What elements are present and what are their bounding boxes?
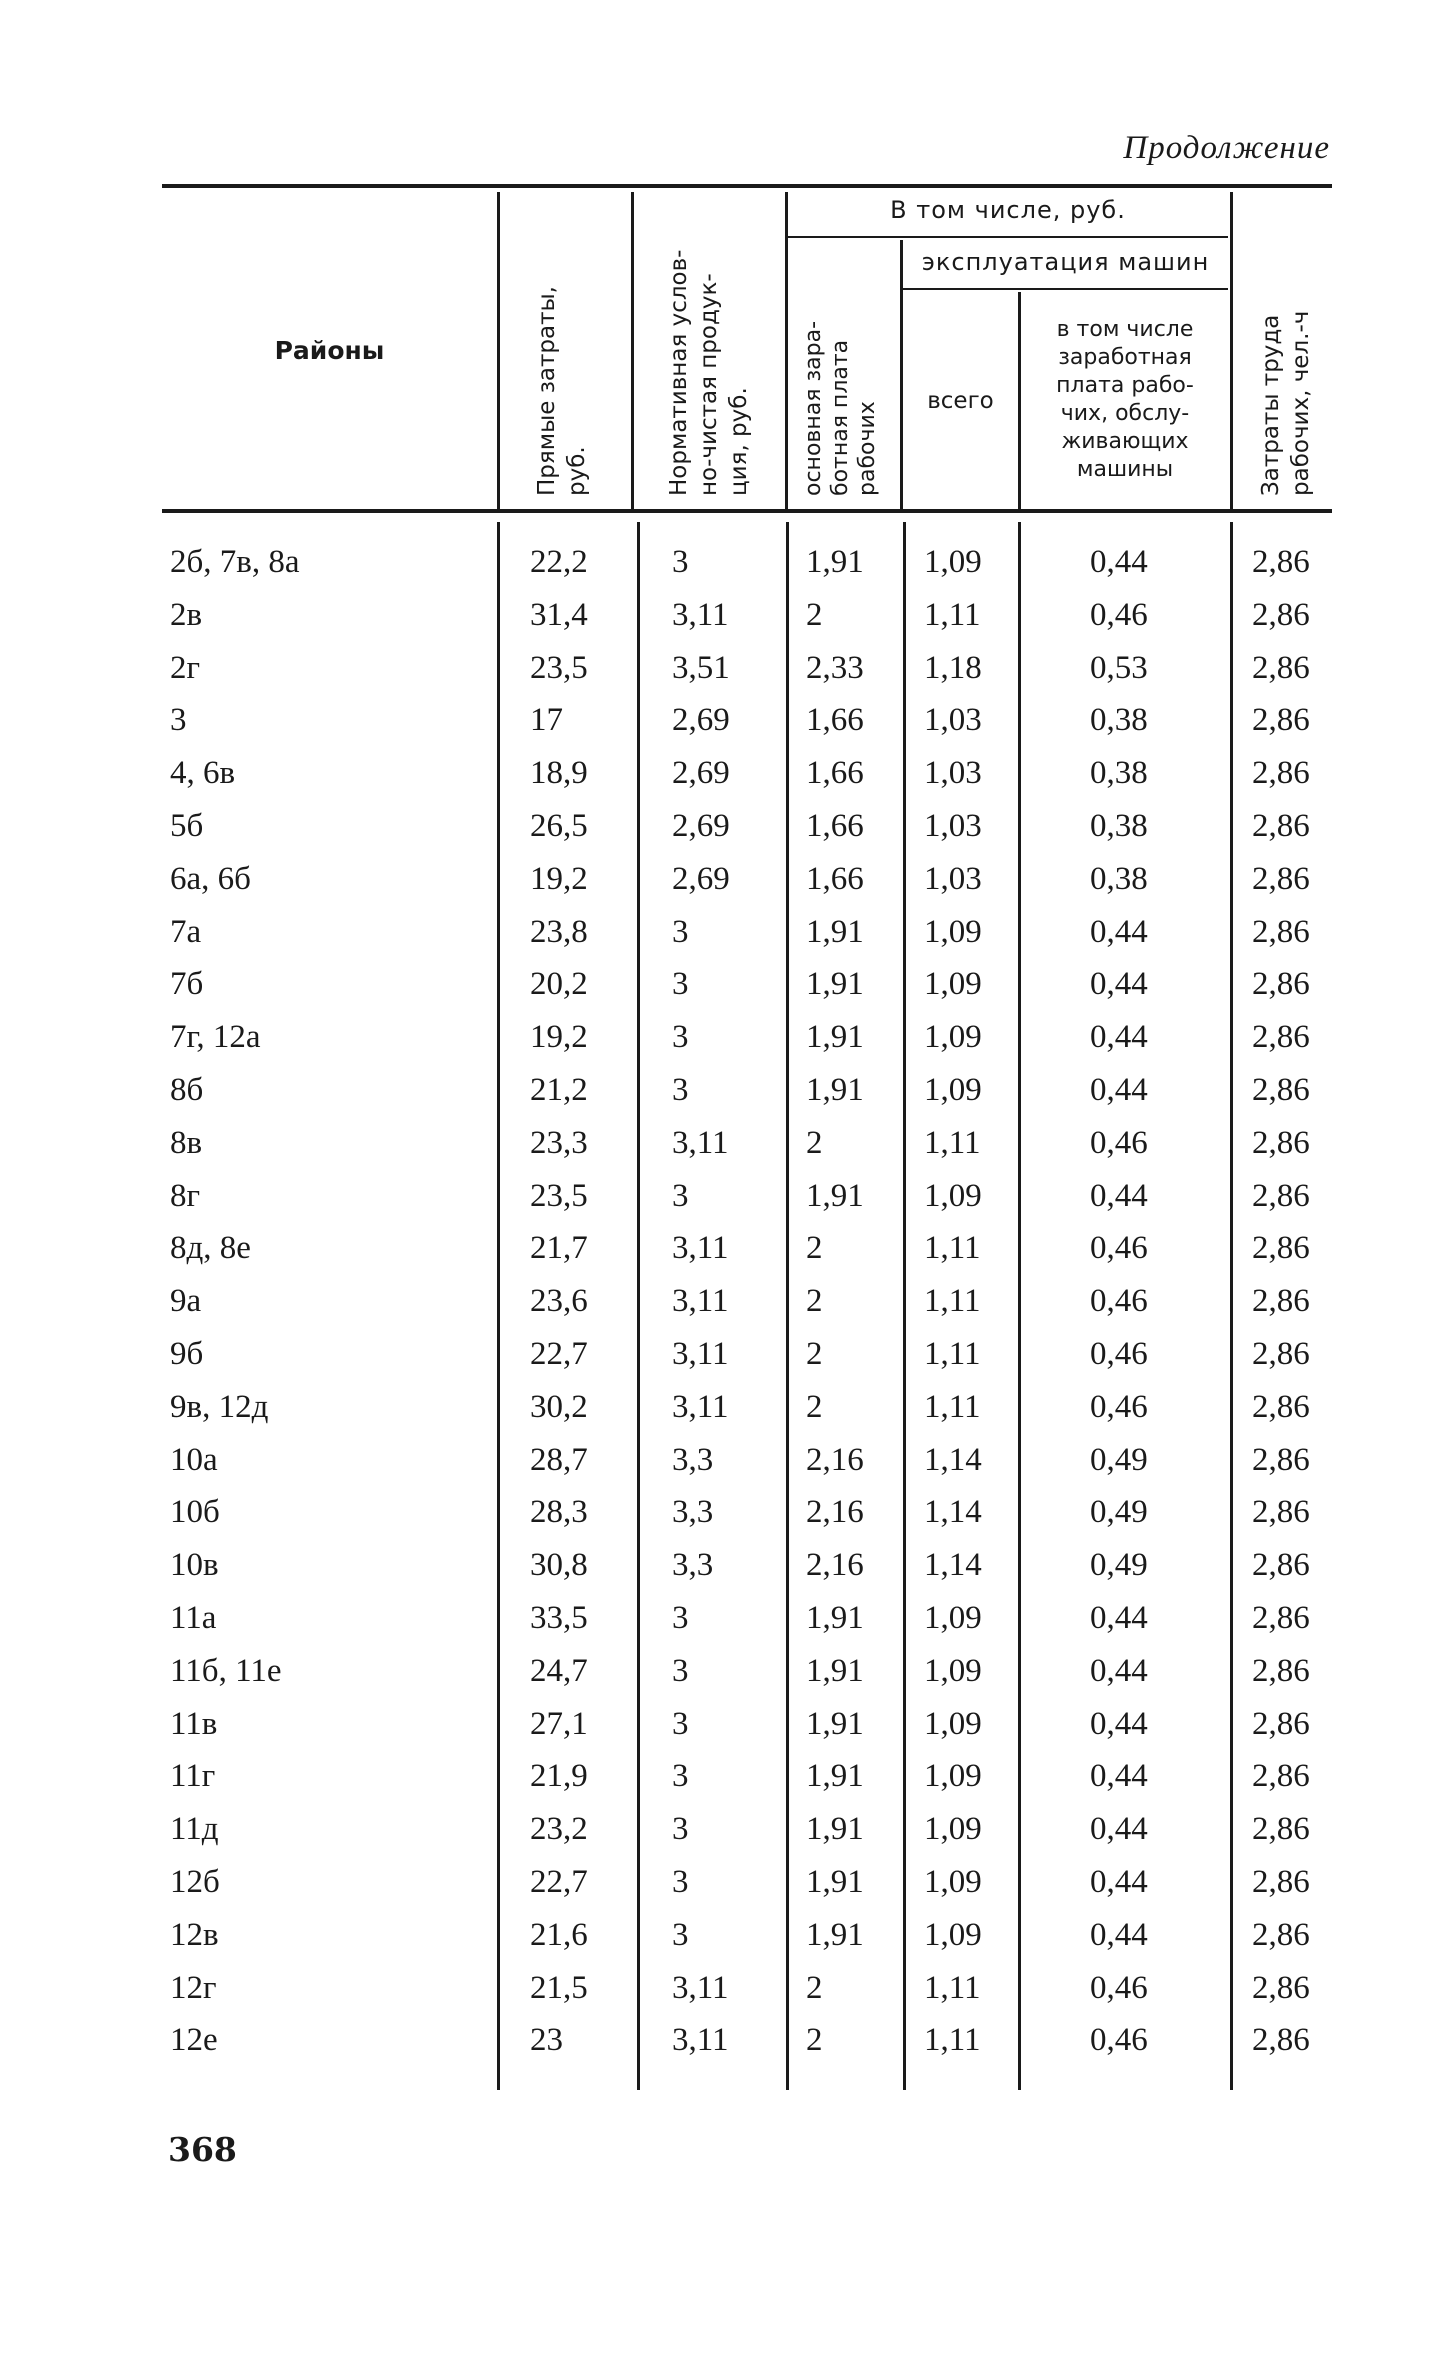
region-cell: 4, 6в (170, 755, 236, 792)
region-cell: 7а (170, 913, 202, 950)
normative-output-cell: 3,11 (672, 1388, 729, 1425)
table-row (0, 1170, 1445, 1223)
normative-output-cell: 3,3 (672, 1547, 714, 1584)
header-incl-wages: в том числе заработная плата рабо- чих, обслу- живающих машины (1056, 317, 1194, 482)
base-wages-cell: 1,91 (806, 966, 864, 1003)
direct-costs-cell: 27,1 (530, 1705, 588, 1742)
machine-wages-cell: 0,49 (1090, 1547, 1148, 1584)
labor-costs-cell: 2,86 (1252, 1547, 1310, 1584)
machine-wages-cell: 0,44 (1090, 1758, 1148, 1795)
header-divider-4 (900, 240, 903, 510)
machine-wages-cell: 0,44 (1090, 1177, 1148, 1214)
machine-total-cell: 1,03 (924, 860, 982, 897)
direct-costs-cell: 21,7 (530, 1230, 588, 1267)
machine-total-cell: 1,11 (924, 596, 981, 633)
machine-total-cell: 1,09 (924, 1177, 982, 1214)
labor-costs-cell: 2,86 (1252, 1494, 1310, 1531)
table-row (0, 1434, 1445, 1487)
region-cell: 7б (170, 966, 204, 1003)
table-row (0, 642, 1445, 695)
region-cell: 9а (170, 1283, 202, 1320)
base-wages-cell: 2,16 (806, 1494, 864, 1531)
table-row (0, 2014, 1445, 2067)
region-cell: 12е (170, 2022, 218, 2059)
direct-costs-cell: 19,2 (530, 860, 588, 897)
labor-costs-cell: 2,86 (1252, 860, 1310, 897)
base-wages-cell: 1,91 (806, 1864, 864, 1900)
table-row (0, 1117, 1445, 1170)
header-regions: Районы (274, 336, 385, 365)
labor-costs-cell: 2,86 (1252, 808, 1310, 844)
normative-output-cell: 3,3 (672, 1441, 714, 1478)
page-number: 368 (168, 2130, 237, 2169)
direct-costs-cell: 23,8 (530, 913, 588, 950)
normative-output-cell: 3,11 (672, 1230, 729, 1267)
base-wages-cell: 2 (806, 1388, 823, 1425)
region-cell: 11б, 11е (170, 1652, 282, 1689)
normative-output-cell: 3 (672, 1177, 689, 1214)
machine-total-cell: 1,09 (924, 1019, 982, 1056)
labor-costs-cell: 2,86 (1252, 1124, 1310, 1161)
machine-wages-cell: 0,53 (1090, 649, 1148, 686)
labor-costs-cell: 2,86 (1252, 1705, 1310, 1742)
base-wages-cell: 1,91 (806, 544, 864, 580)
labor-costs-cell: 2,86 (1252, 1652, 1310, 1689)
direct-costs-cell: 31,4 (530, 596, 588, 633)
direct-costs-cell: 19,2 (530, 1019, 588, 1056)
normative-output-cell: 3 (672, 1758, 689, 1795)
labor-costs-cell: 2,86 (1252, 1969, 1310, 2006)
normative-output-cell: 3 (672, 966, 689, 1003)
table-row (0, 853, 1445, 906)
labor-costs-cell: 2,86 (1252, 913, 1310, 950)
base-wages-cell: 1,66 (806, 702, 864, 739)
base-wages-cell: 1,91 (806, 1072, 864, 1108)
labor-costs-cell: 2,86 (1252, 702, 1310, 739)
region-cell: 11в (170, 1705, 218, 1742)
base-wages-cell: 2 (806, 2022, 823, 2059)
machine-wages-cell: 0,46 (1090, 1283, 1148, 1320)
direct-costs-cell: 33,5 (530, 1600, 588, 1636)
labor-costs-cell: 2,86 (1252, 1283, 1310, 1320)
table-row (0, 589, 1445, 642)
region-cell: 11а (170, 1600, 217, 1636)
region-cell: 2б, 7в, 8а (170, 544, 300, 580)
normative-output-cell: 3,51 (672, 649, 730, 686)
table-row (0, 958, 1445, 1011)
normative-output-cell: 3 (672, 1072, 689, 1108)
machine-total-cell: 1,03 (924, 755, 982, 792)
region-cell: 3 (170, 702, 187, 739)
normative-output-cell: 3,11 (672, 2022, 729, 2059)
machine-total-cell: 1,09 (924, 966, 982, 1003)
labor-costs-cell: 2,86 (1252, 1758, 1310, 1795)
machine-total-cell: 1,14 (924, 1547, 982, 1584)
direct-costs-cell: 30,8 (530, 1547, 588, 1584)
machine-subrule (903, 288, 1228, 290)
machine-total-cell: 1,18 (924, 649, 982, 686)
labor-costs-cell: 2,86 (1252, 1600, 1310, 1636)
region-cell: 2г (170, 649, 201, 686)
direct-costs-cell: 24,7 (530, 1652, 588, 1689)
machine-total-cell: 1,09 (924, 1652, 982, 1689)
direct-costs-cell: 22,7 (530, 1864, 588, 1900)
machine-wages-cell: 0,46 (1090, 1969, 1148, 2006)
direct-costs-cell: 23,5 (530, 649, 588, 686)
machine-wages-cell: 0,44 (1090, 966, 1148, 1003)
normative-output-cell: 2,69 (672, 702, 730, 739)
labor-costs-cell: 2,86 (1252, 649, 1310, 686)
header-divider-6 (1230, 192, 1233, 510)
base-wages-cell: 1,91 (806, 1600, 864, 1636)
table-row (0, 1222, 1445, 1275)
header-base-wages: основная зара- ботная плата рабочих (801, 320, 880, 496)
machine-total-cell: 1,11 (924, 1969, 981, 2006)
normative-output-cell: 2,69 (672, 860, 730, 897)
machine-total-cell: 1,03 (924, 702, 982, 739)
direct-costs-cell: 28,7 (530, 1441, 588, 1478)
base-wages-cell: 1,91 (806, 1758, 864, 1795)
normative-output-cell: 3 (672, 913, 689, 950)
machine-total-cell: 1,09 (924, 1864, 982, 1900)
region-cell: 8в (170, 1124, 203, 1161)
labor-costs-cell: 2,86 (1252, 2022, 1310, 2059)
table-row (0, 1962, 1445, 2015)
table-row (0, 1856, 1445, 1909)
base-wages-cell: 1,66 (806, 808, 864, 844)
direct-costs-cell: 18,9 (530, 755, 588, 792)
region-cell: 11д (170, 1811, 219, 1848)
machine-wages-cell: 0,38 (1090, 755, 1148, 792)
machine-wages-cell: 0,44 (1090, 1019, 1148, 1056)
table-row (0, 800, 1445, 853)
direct-costs-cell: 21,6 (530, 1916, 588, 1953)
labor-costs-cell: 2,86 (1252, 1177, 1310, 1214)
machine-wages-cell: 0,46 (1090, 1230, 1148, 1267)
normative-output-cell: 3,11 (672, 1124, 729, 1161)
header-direct-costs: Прямые затраты, руб. (534, 286, 590, 496)
machine-wages-cell: 0,44 (1090, 913, 1148, 950)
labor-costs-cell: 2,86 (1252, 596, 1310, 633)
table-row (0, 1381, 1445, 1434)
machine-wages-cell: 0,44 (1090, 1072, 1148, 1108)
table-row (0, 1803, 1445, 1856)
region-cell: 7г, 12а (170, 1019, 261, 1056)
normative-output-cell: 3 (672, 1864, 689, 1900)
normative-output-cell: 2,69 (672, 808, 730, 844)
base-wages-cell: 2 (806, 1230, 823, 1267)
region-cell: 12в (170, 1916, 219, 1953)
base-wages-cell: 1,91 (806, 1019, 864, 1056)
base-wages-cell: 2,16 (806, 1441, 864, 1478)
machine-wages-cell: 0,49 (1090, 1441, 1148, 1478)
labor-costs-cell: 2,86 (1252, 1916, 1310, 1953)
machine-wages-cell: 0,46 (1090, 596, 1148, 633)
normative-output-cell: 3 (672, 1652, 689, 1689)
direct-costs-cell: 26,5 (530, 808, 588, 844)
machine-total-cell: 1,09 (924, 1600, 982, 1636)
base-wages-cell: 2 (806, 596, 823, 633)
direct-costs-cell: 21,2 (530, 1072, 588, 1108)
machine-wages-cell: 0,46 (1090, 1336, 1148, 1372)
machine-total-cell: 1,14 (924, 1441, 982, 1478)
base-wages-cell: 2,33 (806, 649, 864, 686)
normative-output-cell: 3,11 (672, 1283, 729, 1320)
machine-wages-cell: 0,38 (1090, 702, 1148, 739)
machine-total-cell: 1,09 (924, 544, 982, 580)
base-wages-cell: 1,91 (806, 1916, 864, 1953)
direct-costs-cell: 21,5 (530, 1969, 588, 2006)
normative-output-cell: 3 (672, 544, 689, 580)
region-cell: 8д, 8е (170, 1230, 251, 1267)
machine-wages-cell: 0,46 (1090, 1124, 1148, 1161)
labor-costs-cell: 2,86 (1252, 1388, 1310, 1425)
region-cell: 10в (170, 1547, 219, 1584)
base-wages-cell: 1,66 (806, 860, 864, 897)
region-cell: 12г (170, 1969, 217, 2006)
machine-total-cell: 1,09 (924, 1072, 982, 1108)
base-wages-cell: 1,91 (806, 1177, 864, 1214)
normative-output-cell: 3,11 (672, 1969, 729, 2006)
direct-costs-cell: 21,9 (530, 1758, 588, 1795)
labor-costs-cell: 2,86 (1252, 1441, 1310, 1478)
table-row (0, 1064, 1445, 1117)
region-cell: 8г (170, 1177, 201, 1214)
normative-output-cell: 3 (672, 1705, 689, 1742)
continuation-label: Продолжение (1123, 130, 1330, 166)
direct-costs-cell: 17 (530, 702, 563, 739)
base-wages-cell: 1,91 (806, 913, 864, 950)
table-row (0, 1909, 1445, 1962)
normative-output-cell: 3 (672, 1811, 689, 1848)
table-row (0, 1645, 1445, 1698)
table-row (0, 1539, 1445, 1592)
normative-output-cell: 2,69 (672, 755, 730, 792)
direct-costs-cell: 23,2 (530, 1811, 588, 1848)
region-cell: 9б (170, 1336, 204, 1372)
region-cell: 5б (170, 808, 204, 844)
direct-costs-cell: 20,2 (530, 966, 588, 1003)
table-row (0, 747, 1445, 800)
labor-costs-cell: 2,86 (1252, 1230, 1310, 1267)
table-row (0, 1011, 1445, 1064)
table-row (0, 1328, 1445, 1381)
header-bottom-rule (162, 509, 1332, 513)
machine-wages-cell: 0,44 (1090, 1811, 1148, 1848)
direct-costs-cell: 23,5 (530, 1177, 588, 1214)
normative-output-cell: 3,3 (672, 1494, 714, 1531)
table-row (0, 536, 1445, 589)
labor-costs-cell: 2,86 (1252, 1336, 1310, 1372)
header-divider-3 (785, 192, 788, 510)
table-top-rule (162, 184, 1332, 188)
region-cell: 6а, 6б (170, 860, 251, 897)
including-subrule (788, 236, 1228, 238)
machine-wages-cell: 0,44 (1090, 1705, 1148, 1742)
header-including-rub: В том числе, руб. (890, 196, 1126, 224)
direct-costs-cell: 30,2 (530, 1388, 588, 1425)
header-total: всего (927, 388, 994, 414)
machine-wages-cell: 0,44 (1090, 544, 1148, 580)
machine-wages-cell: 0,44 (1090, 1600, 1148, 1636)
machine-total-cell: 1,09 (924, 1705, 982, 1742)
direct-costs-cell: 23,6 (530, 1283, 588, 1320)
machine-total-cell: 1,11 (924, 1124, 981, 1161)
base-wages-cell: 1,91 (806, 1705, 864, 1742)
header-divider-5 (1018, 292, 1021, 510)
region-cell: 2в (170, 596, 203, 633)
normative-output-cell: 3 (672, 1019, 689, 1056)
region-cell: 12б (170, 1864, 220, 1900)
direct-costs-cell: 28,3 (530, 1494, 588, 1531)
base-wages-cell: 1,91 (806, 1652, 864, 1689)
normative-output-cell: 3,11 (672, 1336, 729, 1372)
header-machine-operation: эксплуатация машин (921, 248, 1210, 276)
base-wages-cell: 1,91 (806, 1811, 864, 1848)
machine-total-cell: 1,14 (924, 1494, 982, 1531)
machine-wages-cell: 0,44 (1090, 1652, 1148, 1689)
table-row (0, 694, 1445, 747)
header-normative-output: Нормативная услов- но-чистая продук- ция, руб. (666, 249, 752, 496)
normative-output-cell: 3,11 (672, 596, 729, 633)
machine-wages-cell: 0,44 (1090, 1916, 1148, 1953)
region-cell: 8б (170, 1072, 204, 1108)
machine-total-cell: 1,11 (924, 2022, 981, 2059)
table-row (0, 1750, 1445, 1803)
normative-output-cell: 3 (672, 1916, 689, 1953)
machine-wages-cell: 0,44 (1090, 1864, 1148, 1900)
machine-total-cell: 1,09 (924, 913, 982, 950)
machine-wages-cell: 0,38 (1090, 808, 1148, 844)
labor-costs-cell: 2,86 (1252, 1019, 1310, 1056)
machine-total-cell: 1,03 (924, 808, 982, 844)
direct-costs-cell: 23 (530, 2022, 563, 2059)
labor-costs-cell: 2,86 (1252, 1811, 1310, 1848)
machine-total-cell: 1,11 (924, 1388, 981, 1425)
labor-costs-cell: 2,86 (1252, 544, 1310, 580)
machine-total-cell: 1,11 (924, 1336, 981, 1372)
table-row (0, 1486, 1445, 1539)
direct-costs-cell: 22,7 (530, 1336, 588, 1372)
base-wages-cell: 1,66 (806, 755, 864, 792)
machine-wages-cell: 0,38 (1090, 860, 1148, 897)
region-cell: 11г (170, 1758, 216, 1795)
base-wages-cell: 2 (806, 1124, 823, 1161)
machine-total-cell: 1,09 (924, 1916, 982, 1953)
table-row (0, 1275, 1445, 1328)
header-divider-1 (497, 192, 500, 510)
base-wages-cell: 2 (806, 1969, 823, 2006)
labor-costs-cell: 2,86 (1252, 966, 1310, 1003)
direct-costs-cell: 23,3 (530, 1124, 588, 1161)
normative-output-cell: 3 (672, 1600, 689, 1636)
machine-total-cell: 1,09 (924, 1758, 982, 1795)
header-divider-2 (631, 192, 634, 510)
labor-costs-cell: 2,86 (1252, 755, 1310, 792)
machine-wages-cell: 0,46 (1090, 1388, 1148, 1425)
base-wages-cell: 2,16 (806, 1547, 864, 1584)
table-row (0, 906, 1445, 959)
machine-wages-cell: 0,46 (1090, 2022, 1148, 2059)
machine-total-cell: 1,11 (924, 1283, 981, 1320)
table-row (0, 1698, 1445, 1751)
base-wages-cell: 2 (806, 1336, 823, 1372)
labor-costs-cell: 2,86 (1252, 1864, 1310, 1900)
header-labor-costs: Затраты труда рабочих, чел.-ч (1258, 310, 1314, 496)
machine-wages-cell: 0,49 (1090, 1494, 1148, 1531)
base-wages-cell: 2 (806, 1283, 823, 1320)
region-cell: 9в, 12д (170, 1388, 269, 1425)
direct-costs-cell: 22,2 (530, 544, 588, 580)
labor-costs-cell: 2,86 (1252, 1072, 1310, 1108)
region-cell: 10а (170, 1441, 218, 1478)
table-row (0, 1592, 1445, 1645)
machine-total-cell: 1,11 (924, 1230, 981, 1267)
region-cell: 10б (170, 1494, 220, 1531)
machine-total-cell: 1,09 (924, 1811, 982, 1848)
